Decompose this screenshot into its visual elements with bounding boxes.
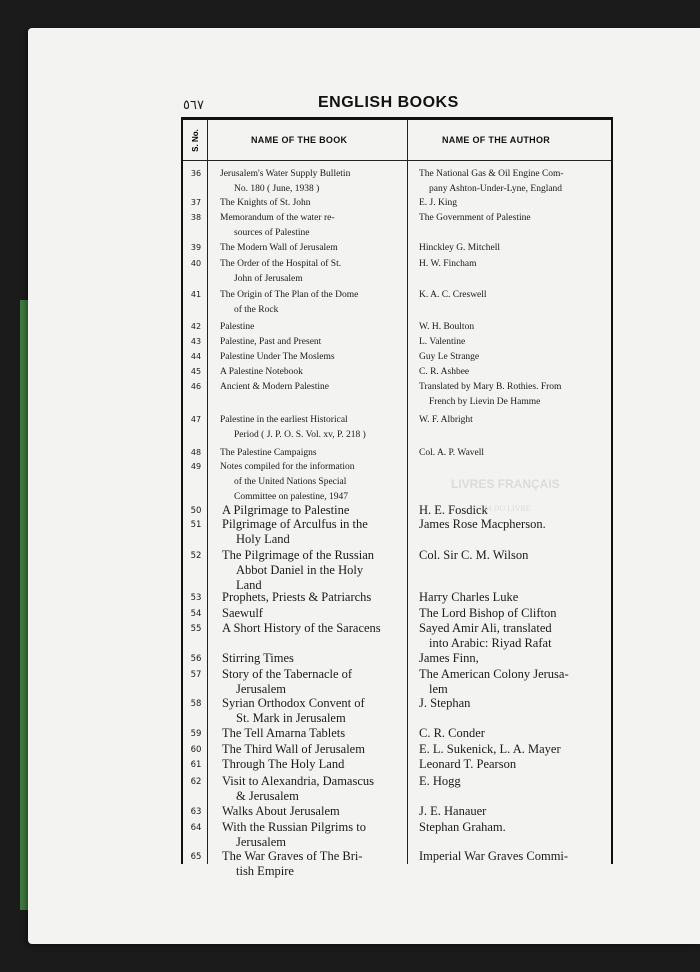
book-title-line: Abbot Daniel in the Holy: [236, 563, 364, 577]
book-author-line: James Finn,: [419, 651, 479, 665]
book-title-line: Notes compiled for the information: [220, 462, 355, 472]
book-title: [222, 590, 371, 605]
book-title-line: No. 180 ( June, 1938 ): [234, 184, 320, 194]
book-author-line: L. Valentine: [419, 337, 466, 347]
row-number: 54: [190, 609, 202, 619]
book-author: [419, 503, 488, 518]
book-author-line: E. J. King: [419, 198, 457, 208]
book-author: [419, 651, 479, 666]
book-title-line: A Palestine Notebook: [220, 367, 303, 377]
book-title-line: The Tell Amarna Tablets: [222, 726, 346, 740]
row-number: 60: [190, 745, 202, 755]
book-author-line: into Arabic: Riyad Rafat: [429, 636, 552, 650]
book-author-line: K. A. C. Creswell: [419, 290, 487, 300]
book-author: [419, 211, 531, 226]
book-author: [419, 774, 461, 789]
book-author-line: H. W. Fincham: [419, 259, 477, 269]
book-title: [222, 820, 366, 850]
book-author-line: The National Gas & Oil Engine Com-: [419, 169, 564, 179]
book-title-line: The Modern Wall of Jerusalem: [220, 243, 338, 253]
row-number: 45: [190, 367, 202, 376]
row-number: 58: [190, 699, 202, 709]
book-title-line: Jerusalem: [236, 835, 286, 849]
book-author-line: Translated by Mary B. Rothies. From: [419, 382, 562, 392]
row-number: 64: [190, 823, 202, 833]
book-title-line: Palestine in the earliest Historical: [220, 415, 348, 425]
book-title-line: Through The Holy Land: [222, 757, 345, 771]
book-author: [419, 380, 561, 410]
book-title-line: Committee on palestine, 1947: [234, 492, 348, 502]
book-author-line: Stephan Graham.: [419, 820, 506, 834]
book-author-line: The Lord Bishop of Clifton: [419, 606, 557, 620]
bleed-through-label: NOM DU LIVRE: [473, 504, 531, 513]
book-title-line: of the Rock: [234, 305, 279, 315]
book-title-line: A Pilgrimage to Palestine: [222, 503, 350, 517]
book-author-line: E. L. Sukenick, L. A. Mayer: [419, 742, 561, 756]
book-author-line: W. H. Boulton: [419, 322, 475, 332]
book-title-line: Pilgrimage of Arculfus in the: [222, 517, 368, 531]
book-author-line: French by Lievin De Hamme: [429, 397, 541, 407]
book-title-line: Palestine: [220, 322, 255, 332]
row-number: 65: [190, 852, 202, 862]
row-number: 59: [190, 729, 202, 739]
book-author-line: Guy Le Strange: [419, 352, 480, 362]
book-author: [419, 335, 465, 350]
book-author-line: lem: [429, 682, 448, 696]
book-title: [222, 696, 365, 726]
book-title: [222, 517, 368, 547]
book-author: [419, 849, 568, 864]
book-title: [220, 446, 317, 461]
book-title-line: Saewulf: [222, 606, 263, 620]
column-divider: [207, 120, 208, 864]
book-title-line: Prophets, Priests & Patriarchs: [222, 590, 372, 604]
book-author: [419, 757, 516, 772]
page-number: ٥٦٧: [183, 98, 204, 113]
book-author: [419, 590, 518, 605]
book-title-line: Memorandum of the water re-: [220, 213, 335, 223]
book-title: [222, 774, 374, 804]
book-title: [220, 460, 355, 505]
book-title: [220, 320, 254, 335]
book-author-line: The Government of Palestine: [419, 213, 531, 223]
book-author: [419, 820, 506, 835]
book-title: [220, 211, 334, 241]
book-author-line: The American Colony Jerusa-: [419, 667, 569, 681]
book-title-line: The Origin of The Plan of the Dome: [220, 290, 359, 300]
book-author: [419, 288, 487, 303]
row-number: 50: [190, 506, 202, 516]
book-title: [220, 350, 335, 365]
row-number: 44: [190, 352, 202, 361]
books-table: [181, 117, 613, 878]
book-title-line: Period ( J. P. O. S. Vol. xv, P. 218 ): [234, 430, 366, 440]
row-number: 41: [190, 290, 202, 299]
row-number: 43: [190, 337, 202, 346]
book-title-line: Palestine Under The Moslems: [220, 352, 335, 362]
row-number: 55: [190, 624, 202, 634]
book-title-line: St. Mark in Jerusalem: [236, 711, 346, 725]
column-header-book: NAME OF THE BOOK: [251, 135, 348, 145]
book-author: [419, 196, 457, 211]
row-number: 37: [190, 198, 202, 207]
book-author: [419, 667, 569, 697]
row-number: 38: [190, 213, 202, 222]
column-divider: [407, 120, 408, 864]
row-number: 40: [190, 259, 202, 268]
book-title-line: Visit to Alexandria, Damascus: [222, 774, 374, 788]
row-number: 57: [190, 670, 202, 680]
book-title-line: & Jerusalem: [236, 789, 299, 803]
book-title-line: John of Jerusalem: [234, 274, 303, 284]
book-title-line: sources of Palestine: [234, 228, 310, 238]
book-title: [220, 241, 338, 256]
book-edge: [20, 300, 28, 910]
book-title-line: A Short History of the Saracens: [222, 621, 381, 635]
row-number: 53: [190, 593, 202, 603]
book-title: [220, 196, 311, 211]
book-author: [419, 365, 469, 380]
row-number: 42: [190, 322, 202, 331]
book-title: [222, 667, 352, 697]
book-author-line: E. Hogg: [419, 774, 461, 788]
book-title-line: of the United Nations Special: [234, 477, 347, 487]
column-header-author: NAME OF THE AUTHOR: [442, 135, 551, 145]
book-author-line: pany Ashton-Under-Lyne, England: [429, 184, 563, 194]
book-author: [419, 241, 500, 256]
book-author: [419, 606, 557, 621]
book-title: [220, 413, 366, 443]
book-author: [419, 413, 473, 428]
row-number: 48: [190, 448, 202, 457]
book-title: [222, 757, 344, 772]
book-author: [419, 257, 477, 272]
row-number: 62: [190, 777, 202, 787]
book-title-line: The Knights of St. John: [220, 198, 311, 208]
book-author-line: C. R. Ashbee: [419, 367, 470, 377]
book-title: [220, 167, 350, 197]
book-title-line: Story of the Tabernacle of: [222, 667, 353, 681]
header-divider: [183, 160, 611, 161]
row-number: 47: [190, 415, 202, 424]
page-title: ENGLISH BOOKS: [318, 94, 459, 111]
book-title: [222, 651, 294, 666]
book-author-line: Hinckley G. Mitchell: [419, 243, 500, 253]
book-title-line: The Pilgrimage of the Russian: [222, 548, 375, 562]
book-author-line: Harry Charles Luke: [419, 590, 519, 604]
bleed-through-header: LIVRES FRANÇAIS: [451, 477, 560, 491]
book-title-line: Palestine, Past and Present: [220, 337, 322, 347]
book-author-line: Leonard T. Pearson: [419, 757, 517, 771]
book-title-line: Jerusalem's Water Supply Bulletin: [220, 169, 351, 179]
book-author: [419, 320, 474, 335]
book-title-line: Land: [236, 578, 262, 592]
book-author: [419, 621, 552, 651]
book-author-line: H. E. Fosdick: [419, 503, 488, 517]
row-number: 36: [190, 169, 202, 178]
book-author: [419, 350, 479, 365]
book-author: [419, 167, 564, 197]
book-title-line: tish Empire: [236, 864, 294, 878]
book-author-line: C. R. Conder: [419, 726, 485, 740]
book-title: [222, 804, 340, 819]
book-title-line: With the Russian Pilgrims to: [222, 820, 366, 834]
book-title: [220, 335, 321, 350]
row-number: 51: [190, 520, 202, 530]
book-title-line: The Order of the Hospital of St.: [220, 259, 342, 269]
book-title: [220, 257, 341, 287]
book-author: [419, 696, 470, 711]
book-title: [220, 380, 329, 395]
book-title-line: Ancient & Modern Palestine: [220, 382, 329, 392]
row-number: 61: [190, 760, 202, 770]
book-title: [222, 726, 345, 741]
book-title: [222, 606, 263, 621]
book-title-line: The Third Wall of Jerusalem: [222, 742, 365, 756]
book-author: [419, 548, 528, 563]
book-author-line: Col. Sir C. M. Wilson: [419, 548, 529, 562]
book-author-line: Col. A. P. Wavell: [419, 448, 485, 458]
book-author-line: Sayed Amir Ali, translated: [419, 621, 552, 635]
row-number: 52: [190, 551, 202, 561]
book-author: [419, 446, 484, 461]
book-author: [419, 726, 485, 741]
book-author-line: James Rose Macpherson.: [419, 517, 546, 531]
row-number: 46: [190, 382, 202, 391]
book-title: [222, 621, 381, 636]
book-title-line: Syrian Orthodox Convent of: [222, 696, 365, 710]
book-author-line: J. Stephan: [419, 696, 471, 710]
book-author: [419, 517, 546, 532]
book-author-line: W. F. Albright: [419, 415, 473, 425]
book-title-line: Walks About Jerusalem: [222, 804, 340, 818]
book-author: [419, 804, 486, 819]
book-title: [220, 288, 358, 318]
book-title-line: Jerusalem: [236, 682, 286, 696]
row-number: 39: [190, 243, 202, 252]
book-title: [222, 849, 363, 879]
book-author: [419, 742, 561, 757]
row-number: 56: [190, 654, 202, 664]
book-title-line: The War Graves of The Bri-: [222, 849, 363, 863]
book-title: [222, 503, 349, 518]
book-title: [220, 365, 303, 380]
book-title-line: The Palestine Campaigns: [220, 448, 317, 458]
book-title: [222, 548, 374, 593]
row-number: 49: [190, 462, 202, 471]
book-title-line: Holy Land: [236, 532, 290, 546]
book-title-line: Stirring Times: [222, 651, 294, 665]
book-title: [222, 742, 365, 757]
column-header-sno: S. No.: [190, 128, 200, 152]
row-number: 63: [190, 807, 202, 817]
book-author-line: J. E. Hanauer: [419, 804, 487, 818]
book-author-line: Imperial War Graves Commi-: [419, 849, 569, 863]
